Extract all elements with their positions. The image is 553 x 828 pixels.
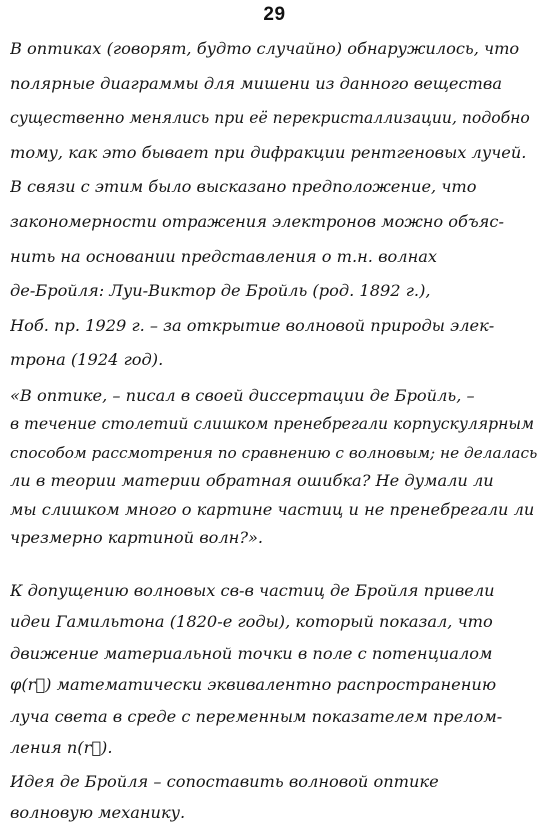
text-line: закономерности отражения электронов можно объяс- [10,211,504,231]
text-line: волновую механику. [10,802,186,822]
text-line: В связи с этим было высказано предположение, что [10,177,477,197]
text-line: φ(r⃗) математически эквивалентно распространению [10,675,497,695]
text-line: в течение столетий слишком пренебрегали корпускулярным [10,415,535,434]
text-line: К допущению волновых св-в частиц де Бройля привели [10,580,495,600]
text-line: способом рассмотрения по сравнению с волновым; не делалась [10,443,538,462]
text-line: мы слишком много о картине частиц и не пренебрегали ли [10,499,535,519]
text-line: ления n(r⃗). [10,738,113,758]
paragraph-gap [10,553,539,575]
text-line: Идея де Бройля – сопоставить волновой оптике [10,771,439,791]
text-line: трона (1924 год). [10,350,164,370]
text-line: В оптиках (говорят, будто случайно) обнаружилось, что [10,39,520,58]
text-line: ли в теории материи обратная ошибка? Не думали ли [10,471,494,491]
text-line: чрезмерно картиной волн?». [10,528,264,548]
paragraph-1 [10,32,539,378]
text-line: нить на основании представления о т.н. волнах [10,246,438,266]
paragraph-quote [10,382,539,553]
page-number: 29 [263,4,286,25]
text-line: де-Бройля: Луи-Виктор де Бройль (род. 1892 г.), [10,281,431,301]
text-line: движение материальной точки в поле с потенциалом [10,643,493,663]
text-line: тому, как это бывает при дифракции рентгеновых лучей. [10,142,527,162]
paragraph-3 [10,575,539,764]
text-line: существенно менялись при её перекристаллизации, подобно [10,109,530,128]
text-line: луча света в среде с переменным показателем прелом- [10,706,503,726]
text-line: идеи Гамильтона (1820-е годы), который показал, что [10,612,493,632]
text-line: полярные диаграммы для мишени из данного вещества [10,73,502,93]
paragraph-4 [10,766,539,828]
text-line: Ноб. пр. 1929 г. – за открытие волновой природы элек- [10,315,495,335]
text-line: «В оптике, – писал в своей диссертации де Бройль, – [10,385,475,405]
